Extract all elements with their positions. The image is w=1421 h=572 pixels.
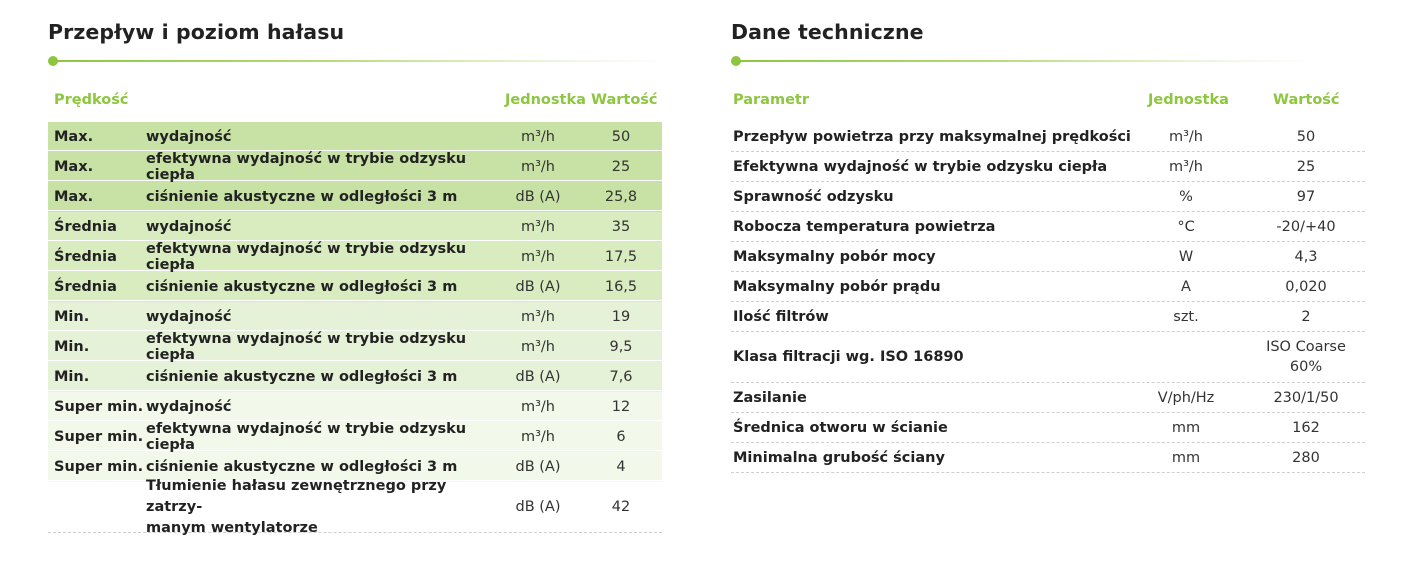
param-cell: ciśnienie akustyczne w odległości 3 m	[146, 368, 458, 385]
unit-cell: m³/h	[520, 428, 555, 445]
table-row	[731, 122, 1365, 152]
param-cell: wydajność	[146, 128, 232, 145]
header-param: Parametr	[733, 92, 809, 108]
table-row	[731, 212, 1365, 242]
unit-cell: dB (A)	[515, 188, 561, 205]
unit-cell: A	[1181, 278, 1191, 295]
table-row	[48, 212, 662, 242]
param-cell: efektywna wydajność w trybie odzysku ciepła	[146, 240, 467, 273]
speed-cell: Max.	[54, 188, 94, 205]
param-cell: wydajność	[146, 398, 232, 415]
section-title-technical-data: Dane techniczne	[731, 20, 924, 44]
unit-cell: m³/h	[520, 128, 555, 145]
param-cell: Przepływ powietrza przy maksymalnej prędkości	[733, 128, 1131, 145]
table-row	[731, 443, 1365, 473]
value-cell: 280	[1292, 449, 1320, 466]
speed-cell: Max.	[54, 128, 94, 145]
param-line: Tłumienie hałasu zewnętrznego przy zatrzy-	[146, 477, 447, 515]
table-row	[48, 182, 662, 212]
table-row	[48, 272, 662, 302]
title-divider	[48, 56, 668, 66]
table-row	[48, 152, 662, 182]
value-cell: 17,5	[604, 248, 638, 265]
unit-cell: dB (A)	[515, 458, 561, 475]
value-cell: 25,8	[604, 188, 638, 205]
unit-cell: °C	[1177, 218, 1195, 235]
unit-cell: mm	[1171, 449, 1201, 466]
param-cell: efektywna wydajność w trybie odzysku ciepła	[146, 420, 467, 453]
param-cell: Efektywna wydajność w trybie odzysku ciepła	[733, 158, 1108, 175]
param-cell: Minimalna grubość ściany	[733, 449, 945, 466]
value-line: ISO Coarse	[1266, 339, 1346, 355]
param-cell: Maksymalny pobór prądu	[733, 278, 941, 295]
speed-cell: Super min.	[54, 458, 144, 475]
value-cell: 7,6	[609, 368, 633, 385]
divider-dot-icon	[48, 56, 58, 66]
table-row	[731, 383, 1365, 413]
speed-cell: Min.	[54, 338, 90, 355]
param-cell	[146, 477, 506, 536]
unit-cell: V/ph/Hz	[1157, 389, 1215, 406]
speed-cell	[54, 482, 144, 532]
param-cell: efektywna wydajność w trybie odzysku ciepła	[146, 150, 467, 183]
value-cell: -20/+40	[1276, 218, 1336, 235]
value-cell: 25	[1296, 158, 1316, 175]
unit-cell	[1136, 332, 1236, 382]
unit-cell: mm	[1171, 419, 1201, 436]
value-cell: 16,5	[604, 278, 638, 295]
param-cell: Zasilanie	[733, 389, 807, 406]
unit-cell: m³/h	[520, 308, 555, 325]
param-line: manym wentylatorze	[146, 519, 318, 536]
value-line: 60%	[1289, 359, 1323, 375]
unit-cell: m³/h	[1168, 158, 1203, 175]
value-cell: 2	[1301, 308, 1311, 325]
param-cell: Robocza temperatura powietrza	[733, 218, 996, 235]
table-row	[731, 302, 1365, 332]
header-speed: Prędkość	[54, 92, 129, 108]
table-row	[731, 272, 1365, 302]
unit-cell: dB (A)	[515, 368, 561, 385]
value-cell: 12	[611, 398, 631, 415]
value-cell: 50	[1296, 128, 1316, 145]
flow-noise-table	[48, 122, 662, 536]
value-cell: 9,5	[609, 338, 633, 355]
param-cell: Średnica otworu w ścianie	[733, 419, 948, 436]
unit-cell: m³/h	[520, 218, 555, 235]
header-unit: Jednostka	[505, 92, 586, 108]
value-cell: 42	[611, 499, 631, 515]
value-cell: 4	[616, 458, 626, 475]
header-value: Wartość	[591, 92, 658, 108]
speed-cell: Średnia	[54, 248, 117, 265]
value-cell: 35	[611, 218, 631, 235]
title-divider	[731, 56, 1311, 66]
param-cell: wydajność	[146, 218, 232, 235]
value-cell: 50	[611, 128, 631, 145]
unit-cell: dB (A)	[515, 278, 561, 295]
unit-cell: W	[1178, 248, 1194, 265]
value-cell: 19	[611, 308, 631, 325]
divider-dot-icon	[731, 56, 741, 66]
speed-cell: Max.	[54, 158, 94, 175]
unit-cell: m³/h	[520, 338, 555, 355]
value-cell: 4,3	[1294, 248, 1318, 265]
param-cell: Maksymalny pobór mocy	[733, 248, 936, 265]
unit-cell: szt.	[1173, 308, 1199, 325]
unit-cell: %	[1179, 188, 1193, 205]
header-unit: Jednostka	[1148, 92, 1229, 108]
param-cell: Klasa filtracji wg. ISO 16890	[733, 349, 964, 365]
value-cell: 0,020	[1285, 278, 1327, 295]
speed-cell: Super min.	[54, 398, 144, 415]
param-cell: efektywna wydajność w trybie odzysku ciepła	[146, 330, 467, 363]
table-row	[48, 362, 662, 392]
unit-cell: m³/h	[1168, 128, 1203, 145]
header-value: Wartość	[1273, 92, 1340, 108]
param-cell: wydajność	[146, 308, 232, 325]
technical-data-table	[731, 122, 1365, 473]
unit-cell: dB (A)	[515, 499, 561, 515]
param-cell: ciśnienie akustyczne w odległości 3 m	[146, 188, 458, 205]
value-cell: 230/1/50	[1273, 389, 1339, 406]
table-row	[48, 302, 662, 332]
speed-cell: Super min.	[54, 428, 144, 445]
param-cell: Ilość filtrów	[733, 308, 829, 325]
speed-cell: Min.	[54, 368, 90, 385]
value-cell	[1251, 332, 1361, 382]
speed-cell: Średnia	[54, 278, 117, 295]
speed-cell: Średnia	[54, 218, 117, 235]
speed-cell: Min.	[54, 308, 90, 325]
param-cell: Sprawność odzysku	[733, 188, 894, 205]
table-row	[48, 392, 662, 422]
section-title-flow-noise: Przepływ i poziom hałasu	[48, 20, 345, 44]
table-row	[731, 413, 1365, 443]
table-row	[731, 152, 1365, 182]
param-cell: ciśnienie akustyczne w odległości 3 m	[146, 278, 458, 295]
param-cell: ciśnienie akustyczne w odległości 3 m	[146, 458, 458, 475]
unit-cell: m³/h	[520, 158, 555, 175]
table-row	[731, 332, 1365, 383]
value-cell: 97	[1296, 188, 1316, 205]
table-row	[48, 242, 662, 272]
table-row	[48, 422, 662, 452]
table-row	[731, 182, 1365, 212]
table-row	[731, 242, 1365, 272]
unit-cell: m³/h	[520, 398, 555, 415]
value-cell: 162	[1292, 419, 1320, 436]
table-row	[48, 332, 662, 362]
value-cell: 25	[611, 158, 631, 175]
table-row	[48, 477, 662, 536]
unit-cell: m³/h	[520, 248, 555, 265]
value-cell: 6	[616, 428, 626, 445]
table-row	[48, 122, 662, 152]
